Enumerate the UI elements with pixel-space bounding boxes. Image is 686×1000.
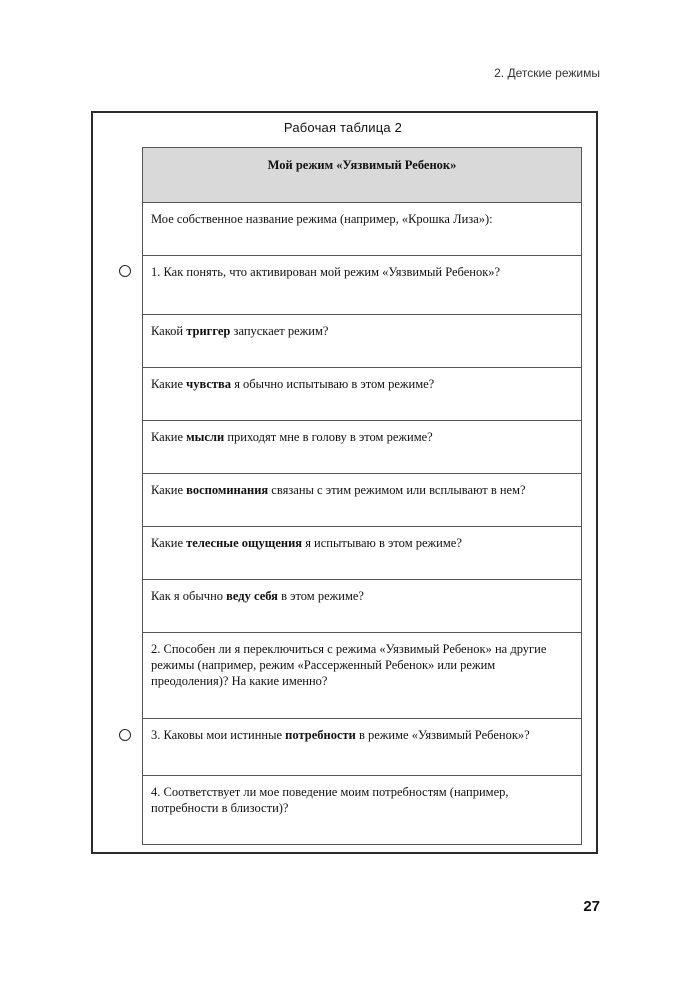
row-text: Какие: [151, 483, 187, 497]
running-header: 2. Детские режимы: [494, 66, 600, 80]
row-text: 3. Каковы мои истинные: [151, 728, 286, 742]
row-text: 2. Способен ли я переключиться с режима «Уязвимый Ребенок» на другие режимы (например, режим «Рассерженный Ребенок» или режим преодоления)? На какие именно?: [151, 642, 547, 688]
row-text: 1. Как понять, что активирован мой режим «Уязвимый Ребенок»?: [151, 265, 501, 279]
circle-marker-icon: [119, 265, 131, 277]
circle-marker-icon: [119, 729, 131, 741]
row-text: в этом режиме?: [277, 589, 364, 603]
table-row-question-3: [143, 718, 581, 775]
row-bold-text: веду себя: [226, 589, 278, 603]
table-row-body-sensations: [143, 526, 581, 579]
row-text: 4. Соответствует ли мое поведение моим потребностям (например, потребности в близости)?: [151, 785, 509, 815]
table-row-behavior: [143, 579, 581, 632]
row-bold-text: чувства: [186, 377, 232, 391]
page-number: 27: [583, 898, 600, 915]
table-row-question-4: [143, 775, 581, 844]
table-row-question-1: [143, 255, 581, 314]
row-text: я испытываю в этом режиме?: [302, 536, 462, 550]
worksheet-table: [142, 147, 582, 845]
row-text: запускает режим?: [230, 324, 329, 338]
row-text: приходят мне в голову в этом режиме?: [224, 430, 433, 444]
table-row-question-2: [143, 632, 581, 718]
row-bold-text: потребности: [285, 728, 356, 742]
row-text: Какой: [151, 324, 187, 338]
row-bold-text: триггер: [186, 324, 231, 338]
row-bold-text: воспоминания: [186, 483, 269, 497]
row-text: связаны с этим режимом или всплывают в нем?: [268, 483, 526, 497]
row-text: в режиме «Уязвимый Ребенок»?: [355, 728, 530, 742]
row-text: Какие: [151, 377, 187, 391]
table-header: Мой режим «Уязвимый Ребенок»: [143, 148, 581, 202]
row-text: Мое собственное название режима (например, «Крошка Лиза»):: [151, 212, 493, 226]
worksheet-title: Рабочая таблица 2: [283, 120, 403, 135]
row-text: Как я обычно: [151, 589, 227, 603]
row-text: Какие: [151, 430, 187, 444]
table-row-thoughts: [143, 420, 581, 473]
row-bold-text: мысли: [186, 430, 225, 444]
table-row-memories: [143, 473, 581, 526]
table-row-feelings: [143, 367, 581, 420]
table-row-trigger: [143, 314, 581, 367]
row-text: я обычно испытываю в этом режиме?: [231, 377, 435, 391]
table-row-own-name: [143, 202, 581, 255]
row-text: Какие: [151, 536, 187, 550]
row-bold-text: телесные ощущения: [186, 536, 303, 550]
